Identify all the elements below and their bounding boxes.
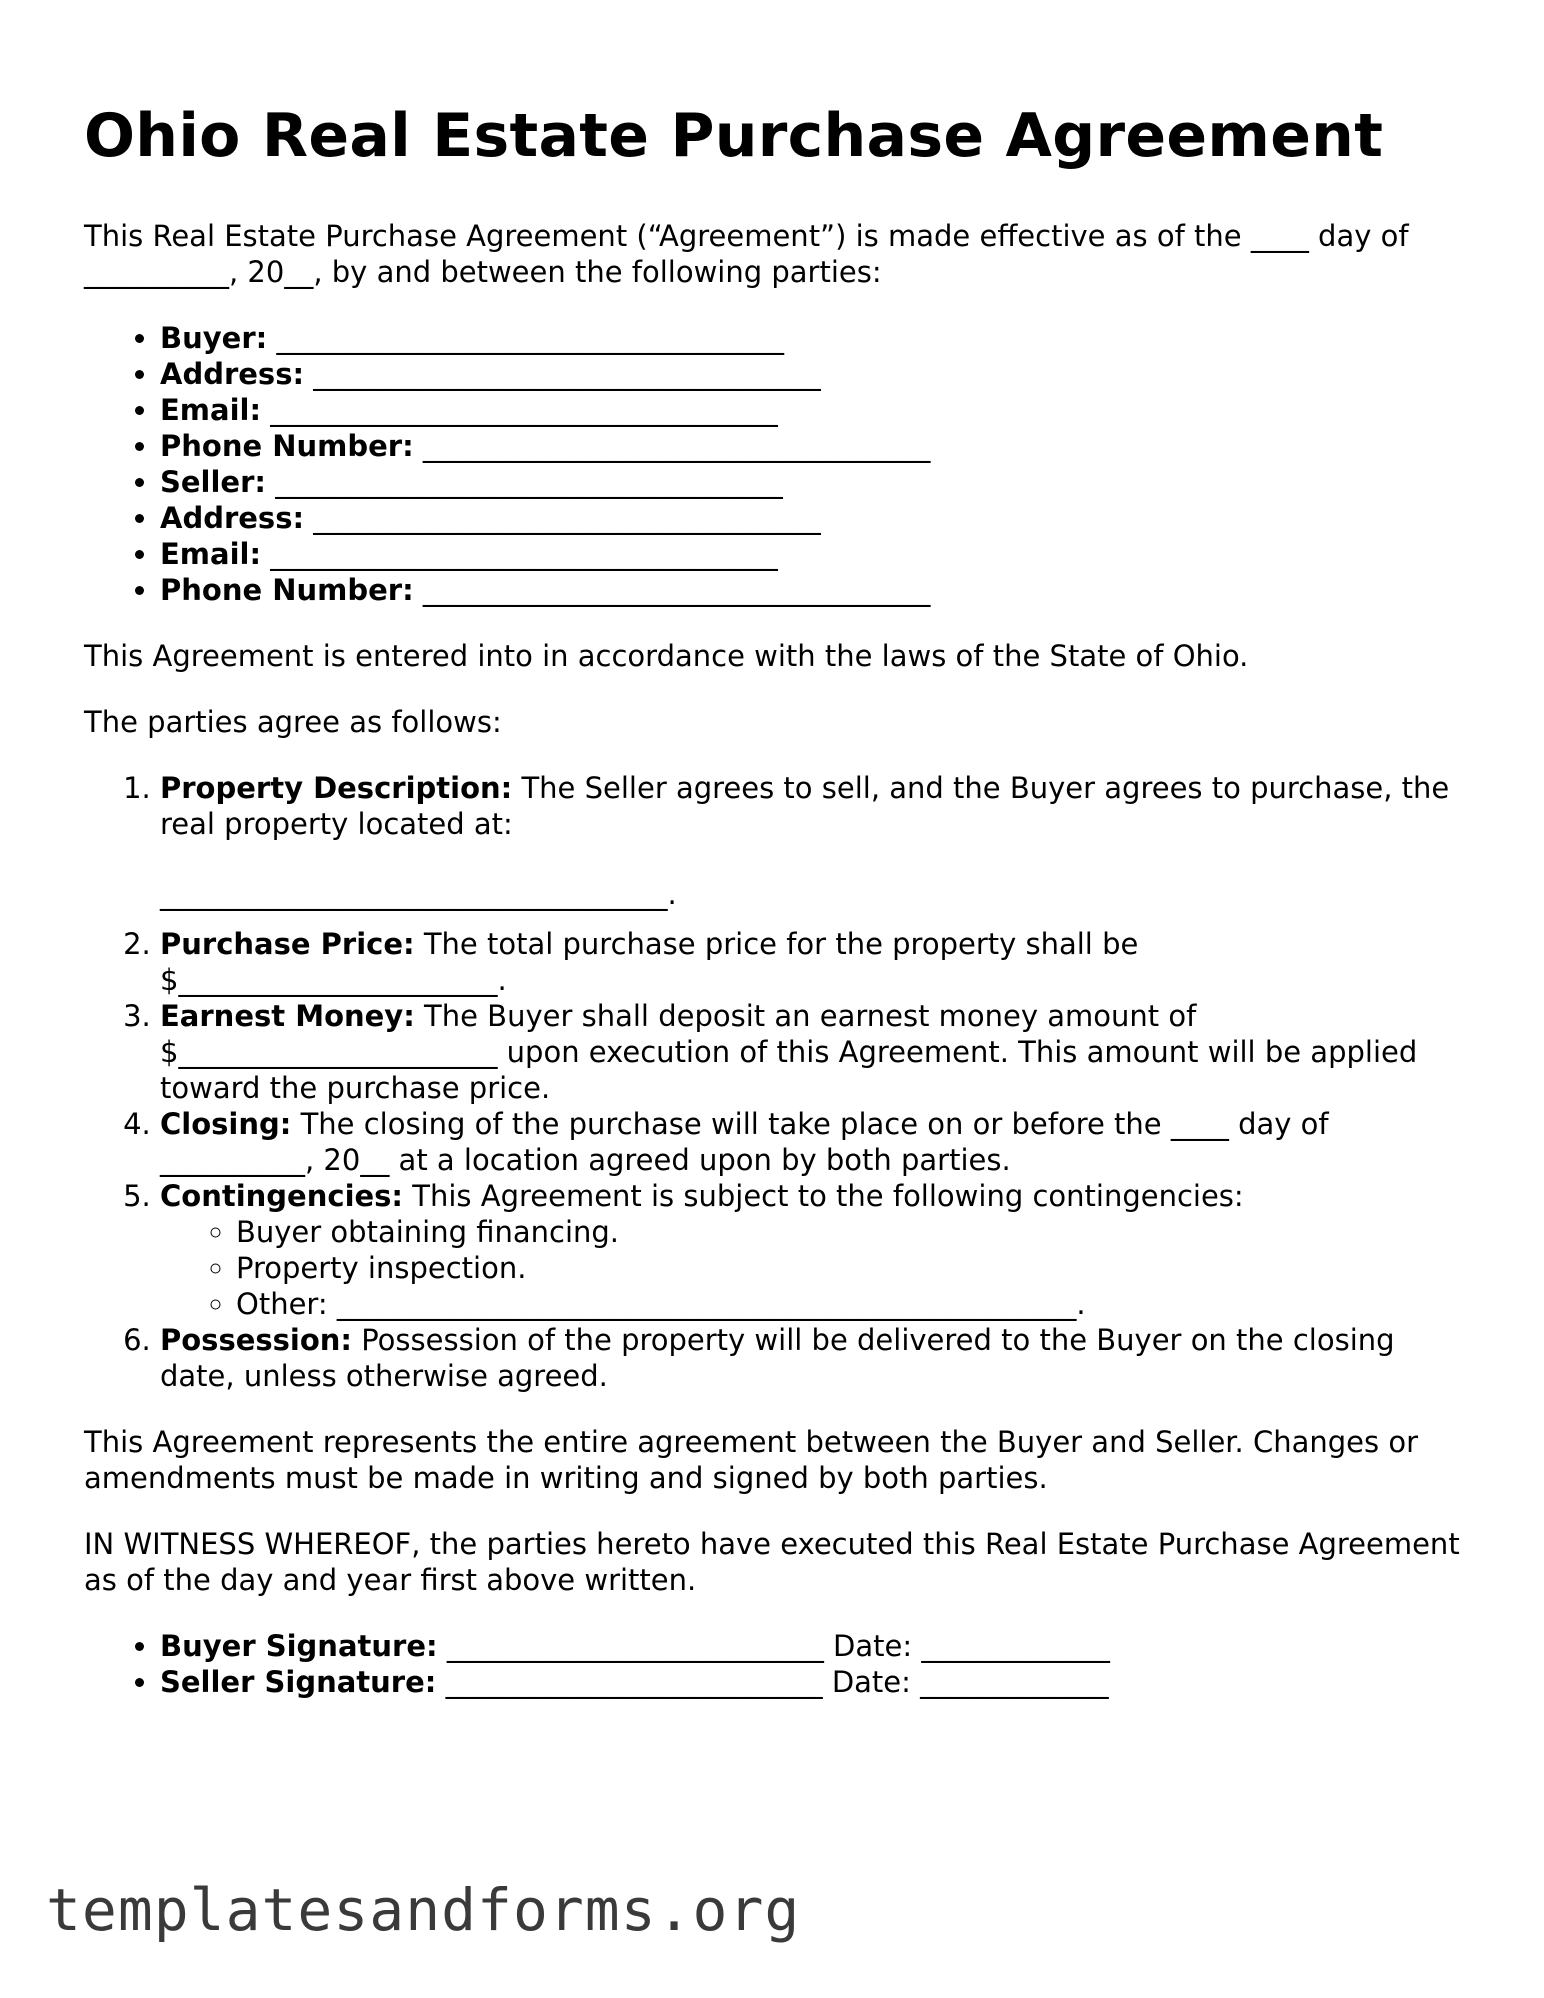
party-buyer-address <box>160 356 1464 392</box>
party-buyer-email <box>160 392 1464 428</box>
party-buyer <box>160 320 1464 356</box>
term-label: Purchase Price: <box>160 927 415 961</box>
signature-blank: __________________________ <box>446 1629 824 1663</box>
witness-paragraph: IN WITNESS WHEREOF, the parties hereto have executed this Real Estate Purchase Agreement as of the day and year first above written. <box>84 1527 1460 1597</box>
intro-paragraph: This Real Estate Purchase Agreement (“Agreement”) is made effective as of the ____ day of __________, 20__, by and between the following parties: <box>84 219 1409 289</box>
party-seller-address <box>160 500 1464 536</box>
entire-agreement-paragraph: This Agreement represents the entire agreement between the Buyer and Seller. Changes or amendments must be made in writing and signed by both parties. <box>84 1425 1419 1495</box>
term-text: The Buyer shall deposit an earnest money amount of $______________________ upon execution of this Agreement. This amount will be applied toward the purchase price. <box>160 999 1418 1105</box>
party-seller-email <box>160 536 1464 572</box>
party-blank: ___________________________________ <box>313 501 821 535</box>
party-blank: ___________________________________ <box>276 321 784 355</box>
term-label: Earnest Money: <box>160 999 415 1033</box>
signature-seller <box>160 1664 1464 1700</box>
date-blank: _____________ <box>921 1629 1110 1663</box>
party-label: Phone Number: <box>160 429 414 463</box>
term-text: Possession of the property will be delivered to the Buyer on the closing date, unless otherwise agreed. <box>160 1323 1395 1393</box>
term-earnest-money <box>160 998 1464 1106</box>
parties-list <box>84 320 1464 608</box>
terms-list <box>84 770 1464 1394</box>
party-blank: ___________________________________ <box>313 357 821 391</box>
party-seller <box>160 464 1464 500</box>
term-label: Contingencies: <box>160 1179 404 1213</box>
law-statement: This Agreement is entered into in accordance with the laws of the State of Ohio. <box>84 639 1249 673</box>
date-label: Date: <box>833 1629 913 1663</box>
signatures-list <box>84 1628 1464 1700</box>
date-label: Date: <box>831 1665 911 1699</box>
property-address-blank: ___________________________________. <box>160 877 677 911</box>
document-page <box>84 100 1464 1730</box>
party-buyer-phone <box>160 428 1464 464</box>
site-watermark: templatesandforms.org <box>46 1876 801 1944</box>
spacer <box>160 912 1464 926</box>
party-label: Address: <box>160 357 305 391</box>
party-label: Phone Number: <box>160 573 414 607</box>
term-property-description <box>160 770 1464 926</box>
party-label: Seller: <box>160 465 267 499</box>
party-label: Email: <box>160 537 262 571</box>
party-label: Buyer: <box>160 321 268 355</box>
signature-label: Seller Signature: <box>160 1665 437 1699</box>
date-blank: _____________ <box>920 1665 1109 1699</box>
party-blank: ___________________________________ <box>422 573 931 607</box>
contingencies-list <box>160 1214 1464 1322</box>
term-purchase-price <box>160 926 1464 998</box>
term-label: Possession: <box>160 1323 352 1357</box>
contingency-item: ◦ Other: ___________________________________________________. <box>236 1286 1464 1322</box>
term-contingencies <box>160 1178 1464 1322</box>
party-label: Address: <box>160 501 305 535</box>
contingency-item: ◦ Property inspection. <box>236 1250 1464 1286</box>
term-text: This Agreement is subject to the following contingencies: <box>412 1179 1244 1213</box>
term-closing <box>160 1106 1464 1178</box>
term-text: The total purchase price for the property shall be $______________________. <box>160 927 1139 997</box>
signature-buyer <box>160 1628 1464 1664</box>
party-blank: ___________________________________ <box>270 393 778 427</box>
term-text: The Seller agrees to sell, and the Buyer agrees to purchase, the real property located at: <box>160 771 1450 841</box>
party-blank: ___________________________________ <box>270 537 778 571</box>
signature-blank: __________________________ <box>445 1665 823 1699</box>
term-label: Property Description: <box>160 771 513 805</box>
term-text: The closing of the purchase will take place on or before the ____ day of __________, 20__ at a location agreed upon by both parties. <box>160 1107 1329 1177</box>
term-possession <box>160 1322 1464 1394</box>
document-title: Ohio Real Estate Purchase Agreement <box>84 101 1384 171</box>
signature-label: Buyer Signature: <box>160 1629 438 1663</box>
party-blank: ___________________________________ <box>275 465 783 499</box>
agree-statement: The parties agree as follows: <box>84 705 502 739</box>
contingency-item: ◦ Buyer obtaining financing. <box>236 1214 1464 1250</box>
party-seller-phone <box>160 572 1464 608</box>
party-label: Email: <box>160 393 262 427</box>
term-label: Closing: <box>160 1107 292 1141</box>
party-blank: ___________________________________ <box>422 429 931 463</box>
